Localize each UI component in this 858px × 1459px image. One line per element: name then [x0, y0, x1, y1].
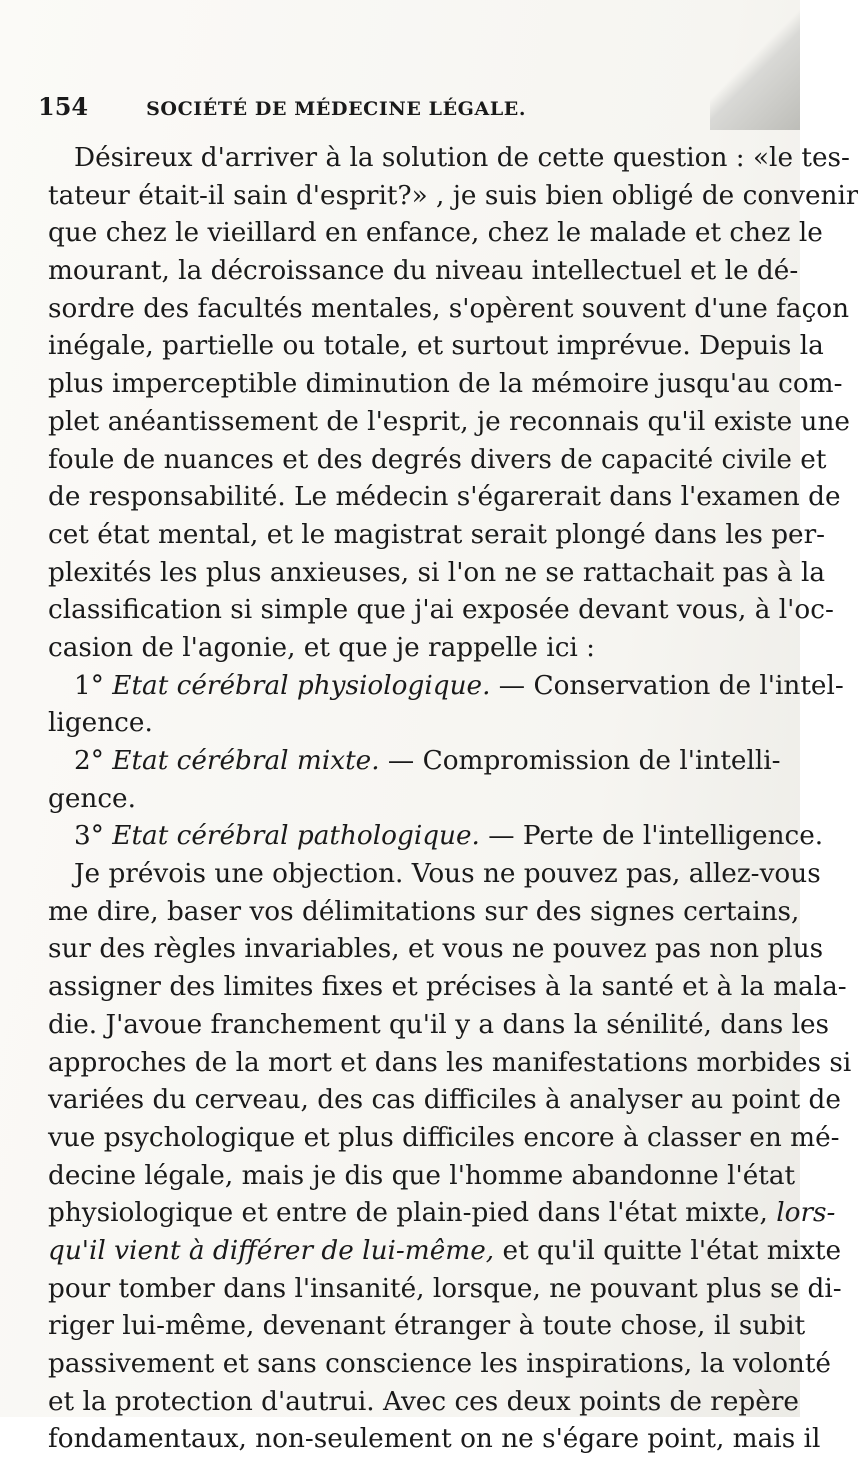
text-segment: assigner des limites fixes et précises à la santé et à la mala- [48, 972, 847, 1003]
text-segment: ligence. [48, 708, 153, 739]
text-line [48, 555, 826, 593]
text-segment: foule de nuances et des degrés divers de capacité civile et [48, 444, 827, 475]
text-segment: pour tomber dans l'insanité, lorsque, ne pouvant plus se di- [48, 1273, 842, 1304]
text-segment: plet anéantissement de l'esprit, je reconnais qu'il existe une [48, 406, 850, 437]
text-line [48, 969, 847, 1007]
text-segment: sur des règles invariables, et vous ne pouvez pas non plus [48, 934, 824, 965]
text-line [48, 668, 844, 706]
text-line [48, 1082, 841, 1120]
text-line [48, 366, 843, 404]
text-segment: — Conservation de l'intel- [490, 670, 844, 701]
text-line [48, 1120, 840, 1158]
text-segment: passivement et sans conscience les inspirations, la volonté [48, 1349, 831, 1379]
text-segment: 3° [74, 821, 113, 852]
text-segment: plexités les plus anxieuses, si l'on ne se rattachait pas à la [48, 557, 826, 588]
body-text [48, 140, 858, 1459]
text-line [48, 1195, 836, 1233]
text-segment: riger lui-même, devenant étranger à toute chose, il subit [48, 1311, 806, 1342]
italic-text: Etat cérébral mixte. [112, 746, 380, 776]
text-line [48, 178, 858, 216]
text-line [48, 442, 827, 480]
text-segment: plus imperceptible diminution de la mémoire jusqu'au com- [48, 369, 843, 400]
text-segment: — Compromission de l'intelli- [379, 746, 781, 776]
text-line [48, 781, 760, 819]
italic-text: lors- [767, 1198, 836, 1229]
text-segment: 1° [74, 670, 113, 701]
text-line [48, 1384, 799, 1422]
text-segment: Désireux d'arriver à la solution de cette question : «le tes- [74, 143, 850, 173]
italic-text: Etat cérébral pathologique. [112, 821, 480, 852]
text-line [48, 931, 824, 969]
text-segment: fondamentaux, non-seulement on ne s'égare point, mais il [48, 1424, 821, 1455]
text-segment: et la protection d'autrui. Avec ces deux points de repère [48, 1386, 799, 1417]
text-segment: de responsabilité. Le médecin s'égarerait dans l'examen de [48, 482, 841, 513]
italic-text: qu'il vient à différer de lui-même, [48, 1235, 495, 1266]
text-segment: physiologique et entre de plain-pied dans l'état mixte, [48, 1198, 768, 1229]
text-line [48, 1158, 796, 1196]
text-line [48, 1271, 842, 1309]
text-line [48, 479, 841, 517]
text-segment: die. J'avoue franchement qu'il y a dans la sénilité, dans les [48, 1009, 830, 1040]
text-segment: classification si simple que j'ai exposée devant vous, à l'oc- [48, 595, 834, 626]
text-line [48, 1007, 830, 1045]
text-line [48, 856, 821, 894]
text-segment: Je prévois une objection. Vous ne pouvez pas, allez-vous [74, 859, 821, 890]
text-line [48, 894, 800, 932]
text-segment: inégale, partielle ou totale, et surtout imprévue. Depuis la [48, 331, 824, 362]
text-line [48, 1308, 806, 1346]
text-segment: me dire, baser vos délimitations sur des signes certains, [48, 896, 800, 927]
text-segment: tateur était-il sain d'esprit?» , je suis bien obligé de convenir [48, 180, 858, 211]
text-line [48, 1346, 831, 1384]
text-segment: decine légale, mais je dis que l'homme abandonne l'état [48, 1160, 796, 1191]
page-number: 154 [38, 92, 89, 121]
text-segment: que chez le vieillard en enfance, chez le malade et chez le [48, 218, 823, 249]
text-line [48, 291, 850, 329]
text-segment: cet état mental, et le magistrat serait plongé dans les per- [48, 519, 826, 550]
text-line [48, 1045, 852, 1083]
text-line [48, 328, 824, 366]
text-line [48, 705, 760, 743]
text-line [48, 630, 760, 668]
text-line [48, 743, 781, 781]
text-line [48, 517, 826, 555]
text-segment: gence. [48, 783, 136, 814]
text-segment: approches de la mort et dans les manifestations morbides si [48, 1047, 852, 1078]
text-segment: variées du cerveau, des cas difficiles à analyser au point de [48, 1085, 841, 1116]
italic-text: Etat cérébral physiologique. [112, 670, 491, 701]
text-segment: 2° [74, 746, 113, 776]
text-segment: — Perte de l'intelligence. [479, 821, 824, 852]
text-segment: vue psychologique et plus difficiles encore à classer en mé- [48, 1122, 840, 1153]
text-line [48, 215, 823, 253]
text-line [48, 404, 850, 442]
text-segment: mourant, la décroissance du niveau intellectuel et le dé- [48, 256, 799, 287]
text-line [48, 1233, 842, 1271]
running-head: SOCIÉTÉ DE MÉDECINE LÉGALE. [146, 98, 527, 120]
text-line [48, 592, 834, 630]
page-header [38, 92, 758, 121]
text-line [48, 818, 824, 856]
text-segment: sordre des facultés mentales, s'opèrent souvent d'une façon [48, 293, 850, 324]
text-segment: casion de l'agonie, et que je rappelle ici : [48, 632, 596, 663]
text-line [48, 140, 850, 178]
text-line [48, 1421, 821, 1459]
text-line [48, 253, 799, 291]
text-segment: et qu'il quitte l'état mixte [494, 1235, 842, 1266]
